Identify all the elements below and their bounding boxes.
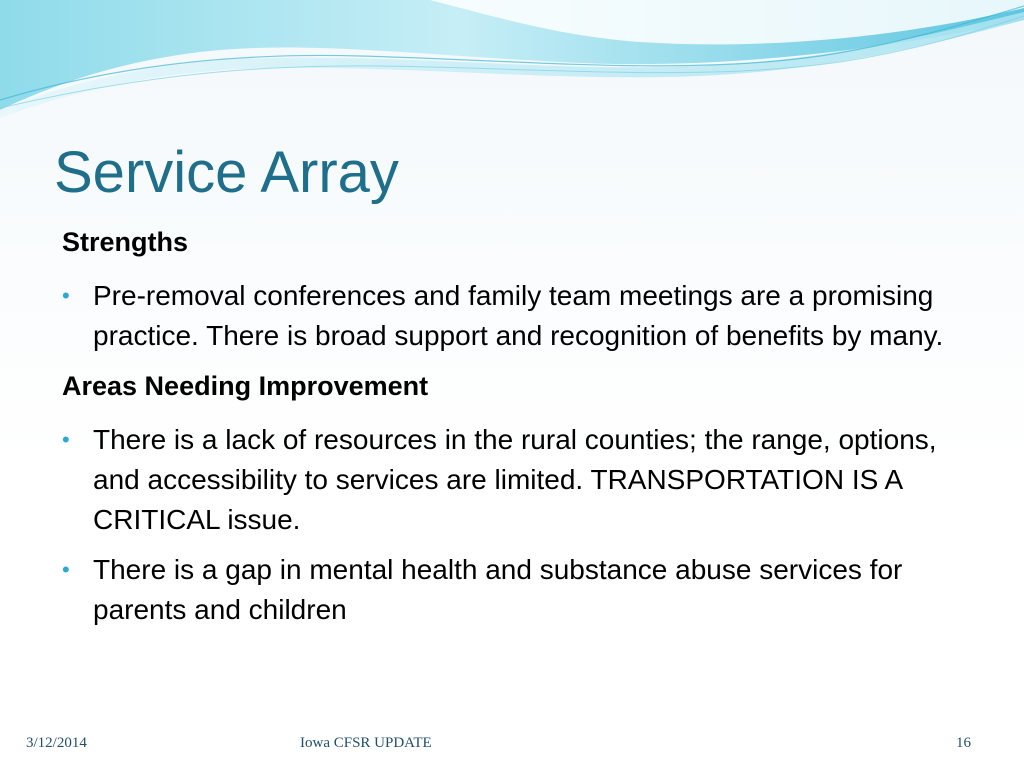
bullet-text: There is a lack of resources in the rural counties; the range, options, and accessibility to services are limited. TRANSPORTATION IS A CRITICAL issue. — [93, 424, 937, 535]
header-wave-decoration — [0, 0, 1024, 120]
bullet-icon: • — [62, 427, 70, 452]
footer-title: Iowa CFSR UPDATE — [300, 735, 432, 751]
list-item — [62, 276, 982, 356]
bullet-text: Pre-removal conferences and family team meetings are a promising practice. There is broad support and recognition of benefits by many. — [93, 280, 944, 351]
improvement-list — [62, 420, 982, 630]
list-item — [62, 550, 982, 630]
bullet-icon: • — [62, 557, 70, 582]
slide-body — [62, 224, 982, 640]
list-item — [62, 420, 982, 540]
section-heading-strengths: Strengths — [62, 227, 189, 257]
footer-date: 3/12/2014 — [26, 735, 87, 751]
footer-page-number: 16 — [956, 735, 971, 751]
slide-title: Service Array — [54, 140, 399, 205]
strengths-list — [62, 276, 982, 356]
bullet-text: There is a gap in mental health and substance abuse services for parents and children — [93, 554, 903, 625]
section-heading-improvement: Areas Needing Improvement — [62, 371, 429, 401]
bullet-icon: • — [62, 283, 70, 308]
